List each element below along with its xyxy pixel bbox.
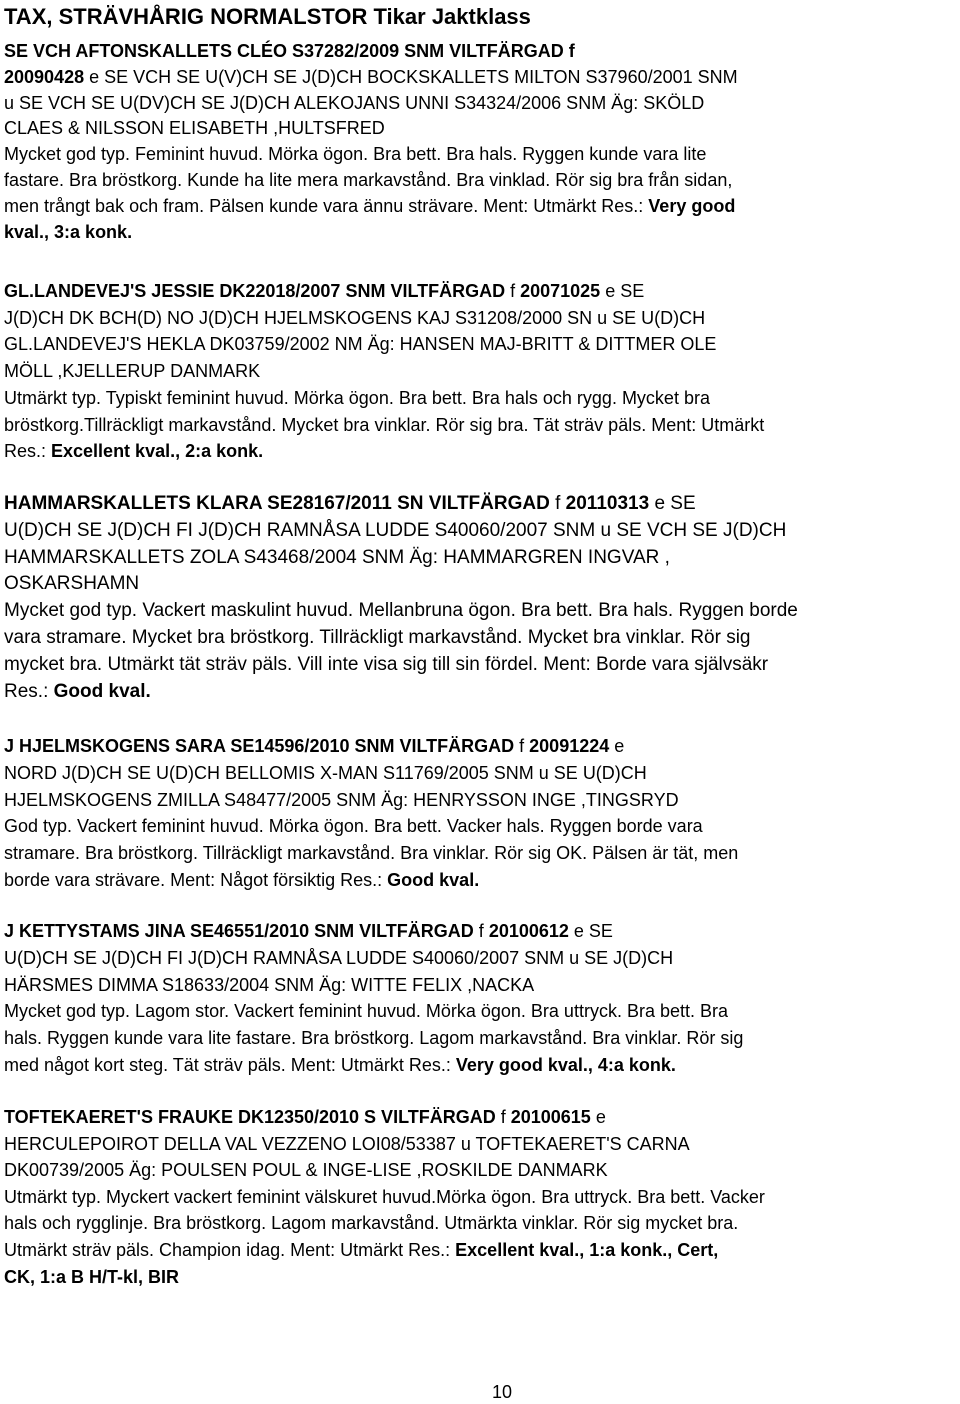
- text-line: [4, 1264, 954, 1291]
- text-line: [4, 518, 954, 545]
- text-line: [4, 116, 954, 142]
- entry-text: [4, 278, 954, 465]
- text: MÖLL ,KJELLERUP DANMARK: [4, 361, 261, 382]
- text: e SE: [649, 493, 696, 514]
- text: mycket bra. Utmärkt tät sträv päls. Vill inte visa sig till sin fördel. Ment: Borde vara självsäkr: [4, 653, 769, 675]
- text-line: [4, 1104, 954, 1131]
- text-line: [4, 733, 954, 760]
- text-line: [4, 625, 954, 652]
- text: e SE: [568, 921, 613, 941]
- bold-text: kval., 3:a konk.: [4, 221, 133, 242]
- text-line: [4, 220, 954, 246]
- bold-text: GL.LANDEVEJ'S JESSIE DK22018/2007 SNM VILTFÄRGAD: [4, 281, 506, 301]
- text-line: [4, 813, 954, 840]
- bold-text: 20091224: [529, 736, 610, 756]
- bold-text: Good kval.: [53, 680, 151, 702]
- entry-text: [4, 733, 954, 894]
- text-line: [4, 1210, 954, 1237]
- text-line: [4, 787, 954, 814]
- text: bröstkorg.Tillräckligt markavstånd. Mycket bra vinklar. Rör sig bra. Tät sträv päls. Ment: Utmärkt: [4, 414, 765, 435]
- text-line: [4, 760, 954, 787]
- text: Mycket god typ. Vackert maskulint huvud. Mellanbruna ögon. Bra bett. Bra hals. Ryggen borde: [4, 600, 798, 622]
- text: f: [549, 493, 566, 514]
- bold-text: Excellent kval., 1:a konk., Cert,: [455, 1239, 719, 1260]
- text: Utmärkt sträv päls. Champion idag. Ment: Utmärkt Res.:: [4, 1239, 456, 1260]
- text-line: [4, 438, 954, 465]
- text-line: [4, 1131, 954, 1158]
- text-line: [4, 385, 954, 412]
- bold-text: 20090428: [4, 66, 85, 87]
- text: HAMMARSKALLETS ZOLA S43468/2004 SNM Äg: HAMMARGREN INGVAR ,: [4, 546, 670, 568]
- text: Res.:: [4, 441, 52, 462]
- text: Mycket god typ. Feminint huvud. Mörka ögon. Bra bett. Bra hals. Ryggen kunde vara lite: [4, 144, 707, 165]
- bold-text: 20100612: [488, 921, 569, 941]
- text-line: [4, 545, 954, 572]
- text: OSKARSHAMN: [4, 573, 140, 595]
- dog-entry: [4, 278, 954, 465]
- text: e: [609, 736, 625, 756]
- text-line: [4, 91, 954, 117]
- text-line: [4, 1025, 954, 1052]
- bold-text: 20110313: [565, 493, 650, 514]
- dog-entry: [4, 918, 954, 1079]
- bold-text: J HJELMSKOGENS SARA SE14596/2010 SNM VILTFÄRGAD: [4, 736, 515, 756]
- text-line: [4, 194, 954, 220]
- entry-text: [4, 1104, 954, 1290]
- entry-text: [4, 918, 954, 1079]
- bold-text: CK, 1:a B H/T-kl, BIR: [4, 1266, 180, 1287]
- text: DK00739/2005 Äg: POULSEN POUL & INGE-LISE ,ROSKILDE DANMARK: [4, 1160, 608, 1181]
- text: med något kort steg. Tät sträv päls. Ment: Utmärkt Res.:: [4, 1054, 456, 1075]
- text-line: [4, 39, 954, 65]
- text-line: [4, 840, 954, 867]
- bold-text: SE VCH AFTONSKALLETS CLÉO S37282/2009 SNM VILTFÄRGAD f: [4, 41, 575, 61]
- bold-text: Good kval.: [387, 869, 480, 890]
- text: stramare. Bra bröstkorg. Tillräckligt markavstånd. Bra vinklar. Rör sig OK. Pälsen är tät, men: [4, 843, 739, 864]
- text-line: [4, 972, 954, 999]
- bold-text: Very good kval., 4:a konk.: [455, 1054, 676, 1075]
- text: CLAES & NILSSON ELISABETH ,HULTSFRED: [4, 118, 385, 139]
- text-line: [4, 918, 954, 945]
- bold-text: TOFTEKAERET'S FRAUKE DK12350/2010 S VILTFÄRGAD: [4, 1107, 496, 1127]
- text: f: [514, 736, 530, 756]
- text: HERCULEPOIROT DELLA VAL VEZZENO LOI08/53387 u TOFTEKAERET'S CARNA: [4, 1133, 690, 1154]
- text-line: [4, 1237, 954, 1264]
- text: f: [505, 281, 521, 301]
- text-line: [4, 1184, 954, 1211]
- dog-entry: [4, 491, 954, 705]
- text-line: [4, 331, 954, 358]
- page-number: 10: [492, 1382, 513, 1402]
- text: Utmärkt typ. Myckert vackert feminint välskuret huvud.Mörka ögon. Bra uttryck. Bra bett. Vacker: [4, 1186, 765, 1207]
- text-line: [4, 1157, 954, 1184]
- text-line: [4, 491, 954, 518]
- text: u SE VCH SE U(DV)CH SE J(D)CH ALEKOJANS UNNI S34324/2006 SNM Äg: SKÖLD: [4, 92, 705, 113]
- text: Mycket god typ. Lagom stor. Vackert feminint huvud. Mörka ögon. Bra uttryck. Bra bett. Bra: [4, 1001, 728, 1022]
- entry-text: [4, 39, 954, 245]
- text: fastare. Bra bröstkorg. Kunde ha lite mera markavstånd. Bra vinklad. Rör sig bra från sidan,: [4, 169, 733, 190]
- dog-entry: [4, 733, 954, 894]
- page-title: TAX, STRÄVHÅRIG NORMALSTOR Tikar Jaktklass: [4, 4, 531, 29]
- text-line: [4, 1052, 954, 1079]
- text-line: [4, 679, 954, 706]
- text: f: [495, 1107, 511, 1127]
- text: God typ. Vackert feminint huvud. Mörka ögon. Bra bett. Vacker hals. Ryggen borde vara: [4, 816, 703, 837]
- text-line: [4, 142, 954, 168]
- text-line: [4, 652, 954, 679]
- text-line: [4, 945, 954, 972]
- text-line: [4, 571, 954, 598]
- text: U(D)CH SE J(D)CH FI J(D)CH RAMNÅSA LUDDE S40060/2007 SNM u SE J(D)CH: [4, 947, 674, 968]
- text: J(D)CH DK BCH(D) NO J(D)CH HJELMSKOGENS KAJ S31208/2000 SN u SE U(D)CH: [4, 307, 706, 328]
- text: Utmärkt typ. Typiskt feminint huvud. Mörka ögon. Bra bett. Bra hals och rygg. Mycket bra: [4, 387, 710, 408]
- text: men trångt bak och fram. Pälsen kunde vara ännu strävare. Ment: Utmärkt Res.:: [4, 195, 649, 216]
- text: HÄRSMES DIMMA S18633/2004 SNM Äg: WITTE FELIX ,NACKA: [4, 974, 535, 995]
- text: hals och rygglinje. Bra bröstkorg. Lagom markavstånd. Utmärkta vinklar. Rör sig mycket bra.: [4, 1213, 739, 1234]
- bold-text: 20071025: [520, 281, 601, 301]
- text: e SE: [600, 281, 645, 301]
- text-line: [4, 412, 954, 439]
- text-line: [4, 305, 954, 332]
- text: e SE VCH SE U(V)CH SE J(D)CH BOCKSKALLETS MILTON S37960/2001 SNM: [84, 66, 738, 87]
- bold-text: HAMMARSKALLETS KLARA SE28167/2011 SN VILTFÄRGAD: [4, 493, 550, 514]
- text: borde vara strävare. Ment: Något försiktig Res.:: [4, 869, 388, 890]
- text: HJELMSKOGENS ZMILLA S48477/2005 SNM Äg: HENRYSSON INGE ,TINGSRYD: [4, 789, 679, 810]
- bold-text: Excellent kval., 2:a konk.: [51, 441, 264, 462]
- text: Res.:: [4, 680, 54, 702]
- dog-entry: [4, 39, 954, 245]
- bold-text: 20100615: [510, 1107, 591, 1127]
- bold-text: J KETTYSTAMS JINA SE46551/2010 SNM VILTFÄRGAD: [4, 921, 474, 941]
- text-line: [4, 168, 954, 194]
- text: U(D)CH SE J(D)CH FI J(D)CH RAMNÅSA LUDDE S40060/2007 SNM u SE VCH SE J(D)CH: [4, 519, 787, 541]
- text: hals. Ryggen kunde vara lite fastare. Bra bröstkorg. Lagom markavstånd. Bra vinklar. Rör sig: [4, 1028, 744, 1049]
- dog-entry: [4, 1104, 954, 1290]
- text-line: [4, 998, 954, 1025]
- entry-text: [4, 491, 954, 705]
- text-line: [4, 598, 954, 625]
- text-line: [4, 867, 954, 894]
- text: GL.LANDEVEJ'S HEKLA DK03759/2002 NM Äg: HANSEN MAJ-BRITT & DITTMER OLE: [4, 334, 717, 355]
- text: e: [590, 1107, 606, 1127]
- text-line: [4, 358, 954, 385]
- bold-text: Very good: [648, 195, 736, 216]
- text-line: [4, 278, 954, 305]
- text: NORD J(D)CH SE U(D)CH BELLOMIS X-MAN S11769/2005 SNM u SE U(D)CH: [4, 762, 647, 783]
- text: vara stramare. Mycket bra bröstkorg. Tillräckligt markavstånd. Mycket bra vinklar. Rör sig: [4, 626, 751, 648]
- text: f: [473, 921, 489, 941]
- text-line: [4, 65, 954, 91]
